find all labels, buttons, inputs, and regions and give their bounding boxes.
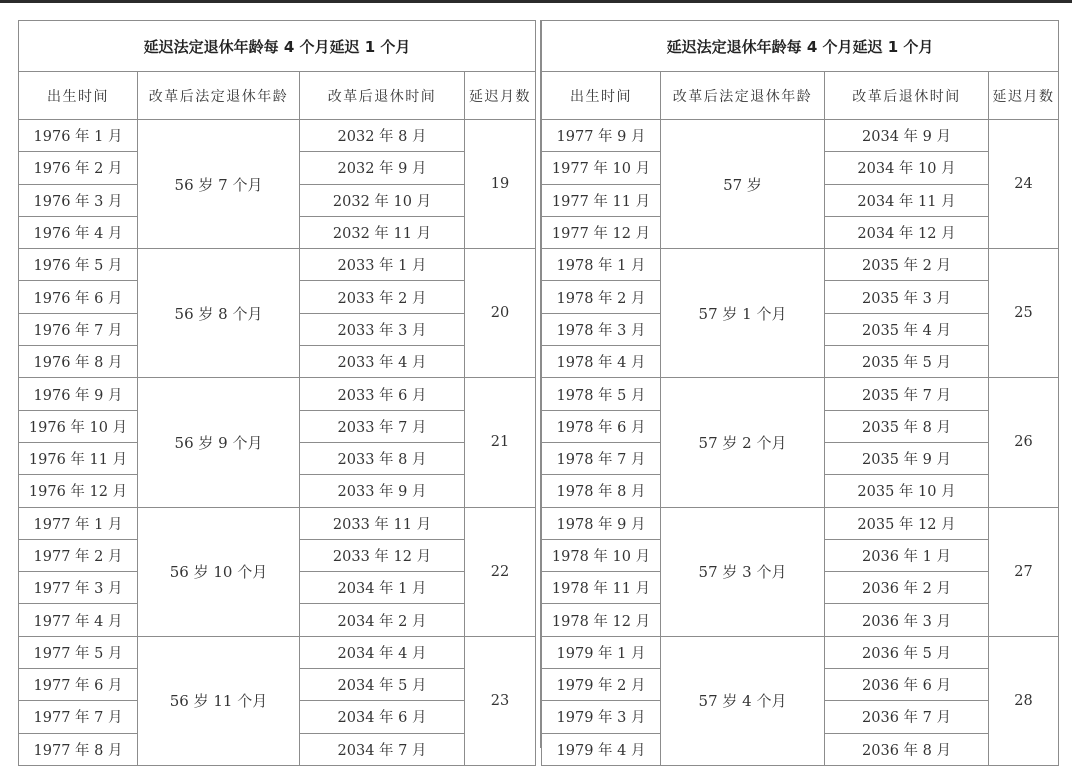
- delay-months-cell: 23: [465, 636, 536, 765]
- retirement-date-cell: 2032 年 11 月: [300, 216, 465, 248]
- retirement-date-cell: 2033 年 3 月: [300, 313, 465, 345]
- table-title: 延迟法定退休年龄每 4 个月延迟 1 个月: [19, 21, 536, 72]
- retirement-date-cell: 2036 年 5 月: [825, 636, 989, 668]
- retirement-table-sheet: [18, 20, 1060, 759]
- table-row: [19, 249, 536, 281]
- table-row: [19, 507, 536, 539]
- retirement-date-cell: 2036 年 2 月: [825, 572, 989, 604]
- retirement-date-cell: 2035 年 8 月: [825, 410, 989, 442]
- delay-months-cell: 20: [465, 249, 536, 378]
- table-row: [542, 120, 1059, 152]
- retirement-date-cell: 2034 年 2 月: [300, 604, 465, 636]
- retirement-date-cell: 2034 年 5 月: [300, 669, 465, 701]
- birth-date-cell: 1976 年 11 月: [19, 442, 138, 474]
- retirement-date-cell: 2033 年 12 月: [300, 539, 465, 571]
- retirement-date-cell: 2032 年 9 月: [300, 152, 465, 184]
- retirement-date-cell: 2035 年 3 月: [825, 281, 989, 313]
- header-birth-date: 出生时间: [19, 72, 138, 120]
- birth-date-cell: 1976 年 9 月: [19, 378, 138, 410]
- retirement-date-cell: 2033 年 11 月: [300, 507, 465, 539]
- birth-date-cell: 1978 年 8 月: [542, 475, 661, 507]
- delay-months-cell: 27: [989, 507, 1059, 636]
- retirement-age-cell: 56 岁 10 个月: [138, 507, 300, 636]
- table-row: [19, 636, 536, 668]
- delay-months-cell: 24: [989, 120, 1059, 249]
- birth-date-cell: 1977 年 8 月: [19, 733, 138, 765]
- birth-date-cell: 1978 年 6 月: [542, 410, 661, 442]
- birth-date-cell: 1976 年 8 月: [19, 346, 138, 378]
- retirement-date-cell: 2035 年 10 月: [825, 475, 989, 507]
- retirement-date-cell: 2034 年 9 月: [825, 120, 989, 152]
- left-table-panel: [18, 20, 535, 759]
- birth-date-cell: 1978 年 11 月: [542, 572, 661, 604]
- retirement-age-cell: 57 岁 1 个月: [661, 249, 825, 378]
- retirement-date-cell: 2035 年 12 月: [825, 507, 989, 539]
- retirement-date-cell: 2036 年 3 月: [825, 604, 989, 636]
- delay-months-cell: 22: [465, 507, 536, 636]
- delay-months-cell: 25: [989, 249, 1059, 378]
- retirement-age-cell: 56 岁 9 个月: [138, 378, 300, 507]
- retirement-date-cell: 2032 年 10 月: [300, 184, 465, 216]
- retirement-date-cell: 2035 年 2 月: [825, 249, 989, 281]
- retirement-age-cell: 57 岁: [661, 120, 825, 249]
- retirement-age-cell: 57 岁 2 个月: [661, 378, 825, 507]
- retirement-date-cell: 2032 年 8 月: [300, 120, 465, 152]
- retirement-date-cell: 2036 年 6 月: [825, 669, 989, 701]
- header-retirement-age: 改革后法定退休年龄: [138, 72, 300, 120]
- birth-date-cell: 1978 年 5 月: [542, 378, 661, 410]
- table-row: [542, 249, 1059, 281]
- birth-date-cell: 1976 年 7 月: [19, 313, 138, 345]
- birth-date-cell: 1978 年 4 月: [542, 346, 661, 378]
- delay-months-cell: 28: [989, 636, 1059, 765]
- birth-date-cell: 1977 年 9 月: [542, 120, 661, 152]
- birth-date-cell: 1979 年 4 月: [542, 733, 661, 765]
- birth-date-cell: 1976 年 5 月: [19, 249, 138, 281]
- retirement-date-cell: 2036 年 8 月: [825, 733, 989, 765]
- birth-date-cell: 1978 年 1 月: [542, 249, 661, 281]
- retirement-date-cell: 2034 年 6 月: [300, 701, 465, 733]
- retirement-delay-table: [18, 20, 536, 766]
- retirement-date-cell: 2033 年 6 月: [300, 378, 465, 410]
- retirement-date-cell: 2033 年 9 月: [300, 475, 465, 507]
- birth-date-cell: 1979 年 1 月: [542, 636, 661, 668]
- retirement-date-cell: 2034 年 7 月: [300, 733, 465, 765]
- birth-date-cell: 1977 年 11 月: [542, 184, 661, 216]
- header-delay-months: 延迟月数: [465, 72, 536, 120]
- table-row: [542, 636, 1059, 668]
- birth-date-cell: 1977 年 2 月: [19, 539, 138, 571]
- table-row: [542, 378, 1059, 410]
- birth-date-cell: 1976 年 12 月: [19, 475, 138, 507]
- retirement-date-cell: 2034 年 4 月: [300, 636, 465, 668]
- header-birth-date: 出生时间: [542, 72, 661, 120]
- table-row: [542, 507, 1059, 539]
- birth-date-cell: 1976 年 4 月: [19, 216, 138, 248]
- retirement-date-cell: 2033 年 7 月: [300, 410, 465, 442]
- birth-date-cell: 1978 年 3 月: [542, 313, 661, 345]
- birth-date-cell: 1979 年 3 月: [542, 701, 661, 733]
- birth-date-cell: 1976 年 3 月: [19, 184, 138, 216]
- retirement-date-cell: 2033 年 1 月: [300, 249, 465, 281]
- retirement-age-cell: 57 岁 4 个月: [661, 636, 825, 765]
- birth-date-cell: 1977 年 3 月: [19, 572, 138, 604]
- birth-date-cell: 1976 年 2 月: [19, 152, 138, 184]
- birth-date-cell: 1978 年 2 月: [542, 281, 661, 313]
- birth-date-cell: 1978 年 12 月: [542, 604, 661, 636]
- delay-months-cell: 26: [989, 378, 1059, 507]
- birth-date-cell: 1978 年 9 月: [542, 507, 661, 539]
- birth-date-cell: 1978 年 7 月: [542, 442, 661, 474]
- birth-date-cell: 1976 年 10 月: [19, 410, 138, 442]
- birth-date-cell: 1976 年 1 月: [19, 120, 138, 152]
- retirement-age-cell: 56 岁 8 个月: [138, 249, 300, 378]
- birth-date-cell: 1977 年 6 月: [19, 669, 138, 701]
- birth-date-cell: 1977 年 7 月: [19, 701, 138, 733]
- header-retirement-date: 改革后退休时间: [825, 72, 989, 120]
- retirement-age-cell: 56 岁 11 个月: [138, 636, 300, 765]
- retirement-date-cell: 2033 年 2 月: [300, 281, 465, 313]
- birth-date-cell: 1979 年 2 月: [542, 669, 661, 701]
- retirement-date-cell: 2036 年 1 月: [825, 539, 989, 571]
- retirement-date-cell: 2036 年 7 月: [825, 701, 989, 733]
- table-row: [19, 378, 536, 410]
- right-table-panel: [541, 20, 1058, 759]
- retirement-age-cell: 57 岁 3 个月: [661, 507, 825, 636]
- retirement-date-cell: 2035 年 5 月: [825, 346, 989, 378]
- retirement-date-cell: 2034 年 12 月: [825, 216, 989, 248]
- header-retirement-age: 改革后法定退休年龄: [661, 72, 825, 120]
- retirement-date-cell: 2035 年 9 月: [825, 442, 989, 474]
- birth-date-cell: 1977 年 12 月: [542, 216, 661, 248]
- header-retirement-date: 改革后退休时间: [300, 72, 465, 120]
- retirement-date-cell: 2034 年 11 月: [825, 184, 989, 216]
- birth-date-cell: 1976 年 6 月: [19, 281, 138, 313]
- birth-date-cell: 1977 年 10 月: [542, 152, 661, 184]
- retirement-date-cell: 2034 年 1 月: [300, 572, 465, 604]
- birth-date-cell: 1977 年 1 月: [19, 507, 138, 539]
- delay-months-cell: 21: [465, 378, 536, 507]
- table-title: 延迟法定退休年龄每 4 个月延迟 1 个月: [542, 21, 1059, 72]
- retirement-date-cell: 2035 年 7 月: [825, 378, 989, 410]
- birth-date-cell: 1977 年 4 月: [19, 604, 138, 636]
- header-delay-months: 延迟月数: [989, 72, 1059, 120]
- retirement-date-cell: 2033 年 4 月: [300, 346, 465, 378]
- top-edge-bar: [0, 0, 1072, 3]
- retirement-age-cell: 56 岁 7 个月: [138, 120, 300, 249]
- table-row: [19, 120, 536, 152]
- retirement-date-cell: 2033 年 8 月: [300, 442, 465, 474]
- retirement-delay-table: [541, 20, 1059, 766]
- birth-date-cell: 1978 年 10 月: [542, 539, 661, 571]
- birth-date-cell: 1977 年 5 月: [19, 636, 138, 668]
- delay-months-cell: 19: [465, 120, 536, 249]
- retirement-date-cell: 2034 年 10 月: [825, 152, 989, 184]
- retirement-date-cell: 2035 年 4 月: [825, 313, 989, 345]
